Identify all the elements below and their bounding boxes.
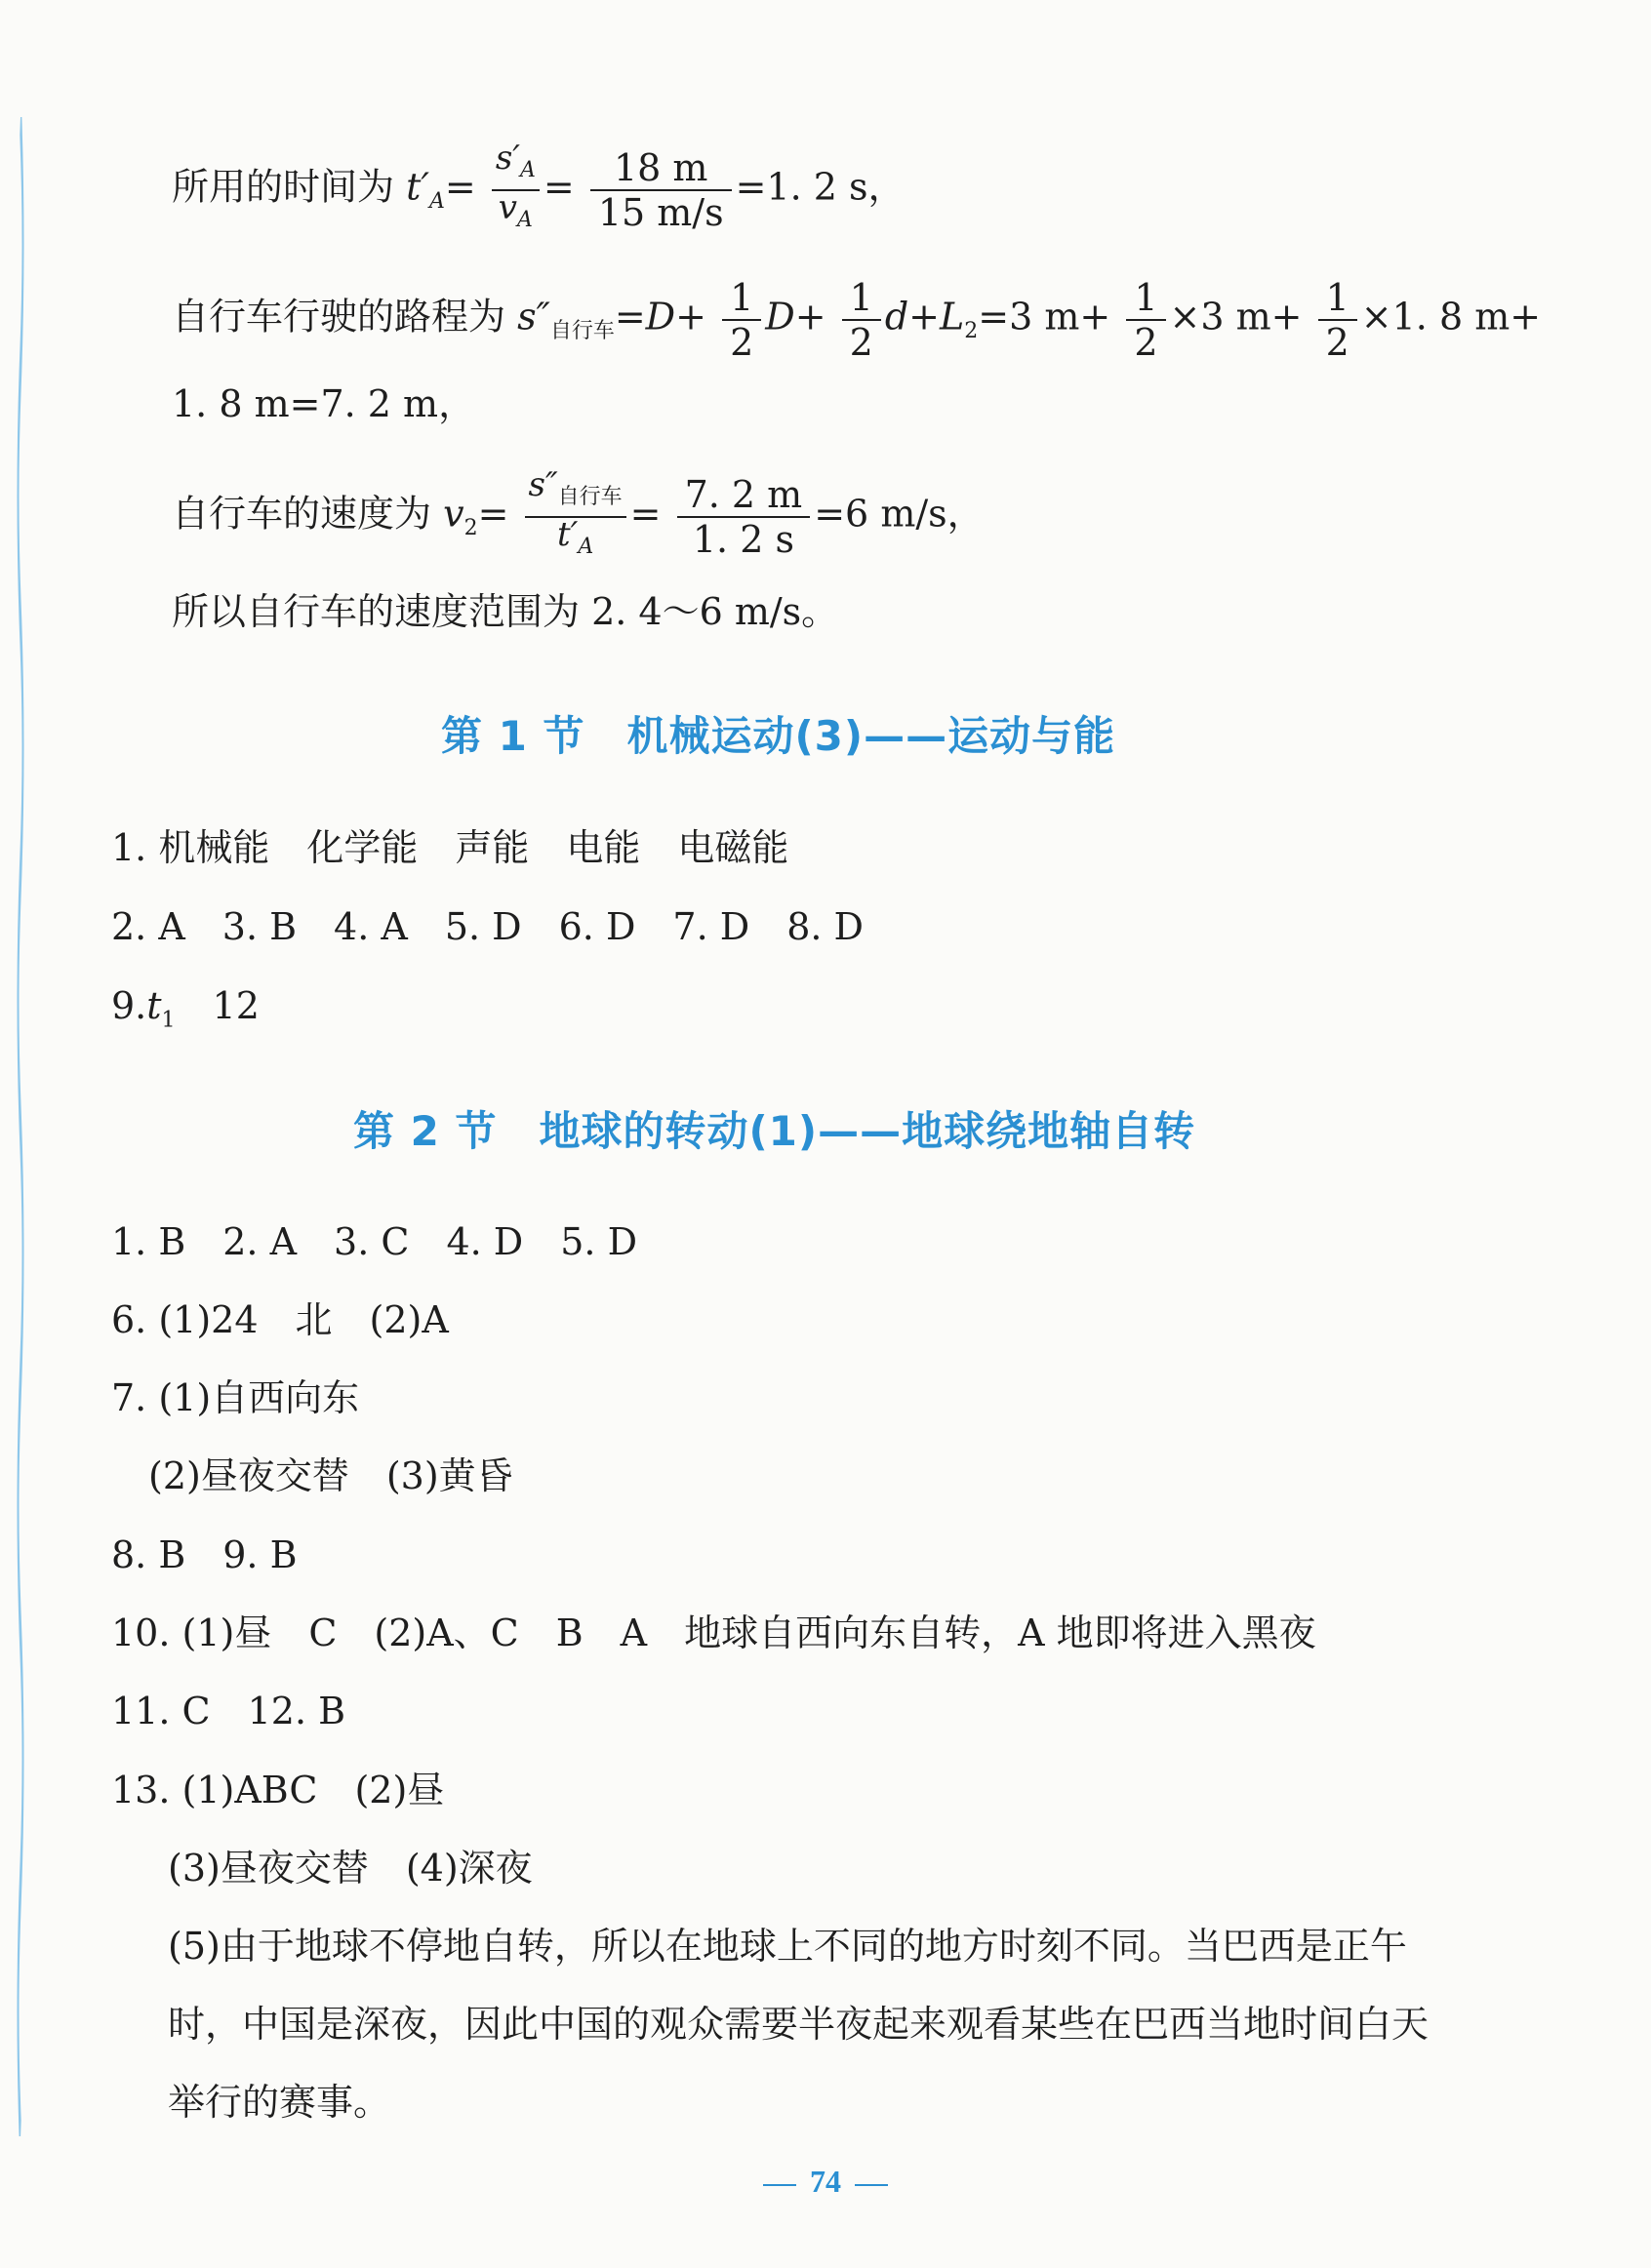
speed-range-conclusion: 所以自行车的速度范围为 2. 4～6 m/s。 — [172, 590, 839, 633]
answer-line: 2. A 3. B 4. A 5. D 6. D 7. D 8. D — [111, 905, 865, 948]
section-1-heading: 第 1 节 机械运动(3)——运动与能 — [441, 712, 1116, 760]
fraction-half-4: $\frac{1}{2}$ — [1318, 278, 1357, 362]
answer-line: 8. B 9. B — [111, 1533, 298, 1576]
answer-line: 10. (1)昼 C (2)A、C B A 地球自西向东自转，A 地即将进入黑夜 — [111, 1611, 1316, 1654]
answer-line: 11. C 12. B — [111, 1690, 346, 1732]
answer-line: (3)昼夜交替 (4)深夜 — [168, 1847, 533, 1890]
fraction-s-t: $\frac{s''_{自行车}}{t'_A}$ — [525, 468, 626, 566]
answer-line: 13. (1)ABC (2)昼 — [111, 1769, 445, 1811]
fraction-half-1: $\frac{1}{2}$ — [722, 278, 761, 362]
answer-line: 举行的赛事。 — [168, 2081, 391, 2124]
answer-line: 6. (1)24 北 (2)A — [111, 1298, 449, 1341]
answer-line: (5)由于地球不停地自转，所以在地球上不同的地方时刻不同。当巴西是正午 — [168, 1925, 1407, 1968]
answer-line: $9.t_1$ 12 — [111, 984, 260, 1033]
fraction-7.2-1.2: $\frac{7. 2 m}{1. 2 s}$ — [677, 475, 811, 559]
answer-line: 时，中国是深夜，因此中国的观众需要半夜起来观看某些在巴西当地时间白天 — [168, 2003, 1430, 2046]
distance-result: 1. 8 m=7. 2 m， — [172, 382, 476, 425]
fraction-half-3: $\frac{1}{2}$ — [1126, 278, 1165, 362]
answer-line: (2)昼夜交替 (3)黄昏 — [148, 1454, 513, 1497]
bike-speed-equation: 自行车的速度为 $v_2=$ $\frac{s''_{自行车}}{t'_A}$ = $\frac{7. 2 m}{1. 2 s}$ =6 m/s， — [172, 468, 985, 566]
answer-line: 7. (1)自西向东 — [111, 1376, 360, 1419]
fraction-half-2: $\frac{1}{2}$ — [842, 278, 881, 362]
time-equation: 所用的时间为 $t'_A=$ $\frac{s'_A}{v_A}$ = $\frac{18 m}{15 m/s}$ =1. 2 s， — [172, 141, 906, 239]
footer-dash-left — [763, 2184, 796, 2186]
fraction-sA-vA: $\frac{s'_A}{v_A}$ — [492, 141, 540, 239]
footer-dash-right — [855, 2184, 888, 2186]
answer-line: 1. B 2. A 3. C 4. D 5. D — [111, 1220, 638, 1263]
section-2-heading: 第 2 节 地球的转动(1)——地球绕地轴自转 — [353, 1107, 1196, 1155]
page-number: 74 — [0, 2164, 1651, 2200]
margin-decoration — [14, 117, 27, 2136]
answer-line: 1. 机械能 化学能 声能 电能 电磁能 — [111, 826, 789, 869]
bike-distance-equation: 自行车行驶的路程为 $s''_{自行车}=D+$ $\frac{1}{2}$ D+ $\frac{1}{2}$ $d+L_2=3$ m+ $\frac{1}{2}$ ×3 m+ $\frac{1}{2}$ ×1. 8 m+ — [172, 276, 1542, 364]
fraction-distance-speed: $\frac{18 m}{15 m/s}$ — [590, 148, 732, 232]
